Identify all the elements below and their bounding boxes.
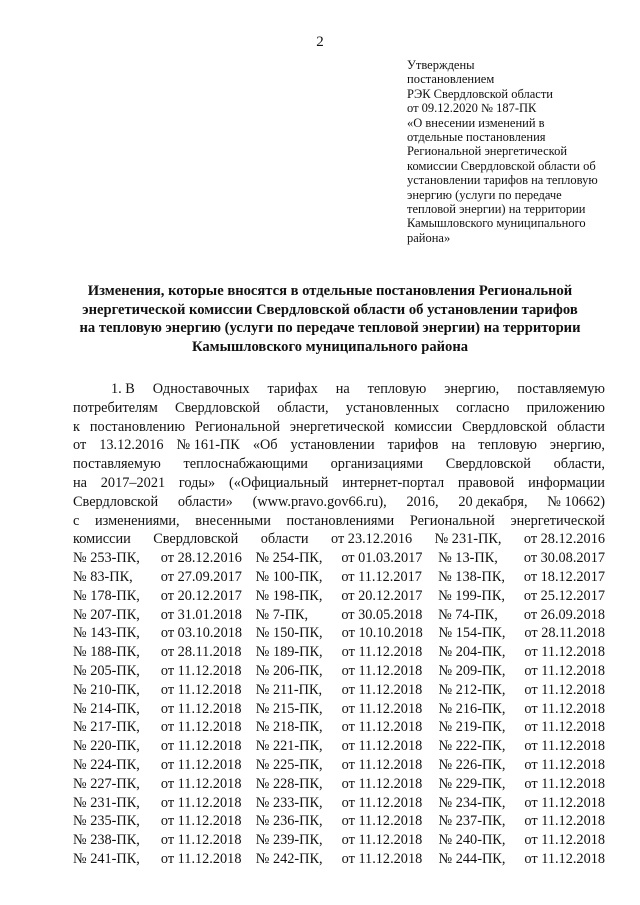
resolution-cell: от 20.12.2017 bbox=[160, 587, 242, 604]
page-number: 2 bbox=[316, 34, 324, 50]
resolution-cell: № 214-ПК, bbox=[73, 700, 140, 717]
word: потребителям bbox=[73, 399, 158, 416]
resolution-cell: от 28.12.2016 bbox=[160, 550, 242, 567]
resolution-cell: № 178-ПК, bbox=[73, 587, 140, 604]
word: области, bbox=[277, 399, 329, 416]
paragraph-line bbox=[73, 436, 605, 455]
approval-line: комиссии Свердловской области об bbox=[407, 158, 596, 173]
word: поставляемую bbox=[517, 381, 605, 397]
word: Региональной bbox=[194, 418, 280, 435]
resolution-row bbox=[73, 606, 605, 625]
resolution-cell: № 189-ПК, bbox=[255, 644, 323, 661]
resolution-cell: от 11.12.2018 bbox=[160, 719, 242, 736]
resolution-cell: № 150-ПК, bbox=[255, 625, 323, 642]
resolution-cell: № 233-ПК, bbox=[255, 794, 323, 811]
resolution-cell: № 188-ПК, bbox=[73, 644, 140, 661]
resolution-cell: от 20.12.2017 bbox=[341, 587, 423, 604]
title-line: Камышловского муниципального района bbox=[191, 338, 469, 355]
resolution-row bbox=[73, 700, 605, 719]
word: энергию, bbox=[549, 437, 605, 454]
word: на bbox=[73, 474, 87, 491]
resolution-cell: от 11.12.2018 bbox=[160, 794, 242, 811]
resolution-cell: от 11.12.2018 bbox=[160, 832, 242, 849]
resolution-cell: от 11.12.2018 bbox=[524, 719, 606, 736]
paragraph-line bbox=[73, 455, 605, 474]
word: правовой bbox=[457, 474, 515, 491]
resolution-cell: от 30.08.2017 bbox=[523, 550, 605, 567]
resolution-cell: от 27.09.2017 bbox=[160, 568, 242, 585]
paragraph-first-line bbox=[73, 380, 605, 399]
resolution-row bbox=[73, 794, 605, 813]
resolution-cell: № 226-ПК, bbox=[438, 756, 506, 773]
resolution-cell: от 28.11.2018 bbox=[524, 625, 606, 642]
resolution-cell: № 219-ПК, bbox=[438, 719, 506, 736]
resolution-cell: № 205-ПК, bbox=[73, 662, 140, 679]
resolution-cell: № 217-ПК, bbox=[73, 719, 140, 736]
resolution-cell: от 28.11.2018 bbox=[160, 644, 242, 661]
resolution-row bbox=[73, 737, 605, 756]
resolution-cell: от 11.12.2018 bbox=[524, 794, 606, 811]
word: внесенными bbox=[195, 512, 271, 529]
word: теплоснабжающими bbox=[183, 456, 308, 473]
resolution-cell: № 225-ПК, bbox=[255, 756, 323, 773]
resolution-cell: № 207-ПК, bbox=[73, 606, 140, 623]
word: 1. В bbox=[111, 381, 135, 397]
resolution-cell: от 11.12.2018 bbox=[524, 662, 606, 679]
word: тепловую bbox=[478, 437, 537, 454]
word: годы» bbox=[178, 474, 216, 491]
word: комиссии bbox=[394, 418, 453, 435]
resolution-cell: от 11.12.2018 bbox=[524, 832, 606, 849]
resolution-cell: № 210-ПК, bbox=[73, 681, 140, 698]
resolution-cell: № 83-ПК, bbox=[73, 568, 133, 585]
resolution-cell: от 26.09.2018 bbox=[523, 606, 605, 623]
word: (www.pravo.gov66.ru), bbox=[252, 493, 387, 510]
word: на bbox=[335, 381, 350, 397]
word: № 10662) bbox=[547, 493, 605, 510]
resolution-cell: от 11.12.2018 bbox=[160, 681, 242, 698]
resolution-cell: № 221-ПК, bbox=[255, 738, 323, 755]
resolution-cell: от 11.12.2018 bbox=[160, 738, 242, 755]
word: организациями bbox=[330, 456, 424, 473]
resolution-cell: № 199-ПК, bbox=[438, 587, 505, 604]
word: от bbox=[73, 437, 87, 454]
resolution-cell: № 224-ПК, bbox=[73, 756, 140, 773]
word: 13.12.2016 bbox=[99, 437, 164, 454]
resolution-cell: от 11.12.2017 bbox=[341, 568, 422, 585]
resolution-cell: от 11.12.2018 bbox=[524, 850, 606, 867]
resolution-cell: № 143-ПК, bbox=[73, 625, 140, 642]
word: установленных bbox=[345, 399, 439, 416]
word: Свердловской bbox=[153, 531, 239, 548]
resolution-cell: от 11.12.2018 bbox=[524, 738, 606, 755]
resolution-cell: № 238-ПК, bbox=[73, 832, 140, 849]
resolution-cell: № 254-ПК, bbox=[255, 550, 323, 567]
resolution-cell: № 216-ПК, bbox=[438, 700, 506, 717]
resolution-cell: № 211-ПК, bbox=[255, 681, 323, 698]
word: постановлениями bbox=[286, 512, 395, 529]
resolution-cell: № 240-ПК, bbox=[438, 832, 506, 849]
approval-line: района» bbox=[407, 230, 451, 245]
resolution-cell: от 11.12.2018 bbox=[160, 756, 242, 773]
word: энергетической bbox=[289, 418, 385, 435]
approval-line: «О внесении изменений в bbox=[407, 115, 545, 130]
resolution-cell: № 198-ПК, bbox=[255, 587, 323, 604]
word: энергию, bbox=[444, 381, 500, 397]
paragraph-line bbox=[73, 474, 605, 493]
resolution-cell: № 215-ПК, bbox=[255, 700, 323, 717]
resolution-cell: № 222-ПК, bbox=[438, 738, 506, 755]
word: установлении bbox=[290, 437, 375, 454]
resolution-cell: № 241-ПК, bbox=[73, 850, 140, 867]
resolution-cell: от 11.12.2018 bbox=[160, 775, 242, 792]
resolution-cell: № 74-ПК, bbox=[438, 606, 498, 623]
word: Свердловской bbox=[462, 418, 548, 435]
resolution-cell: № 236-ПК, bbox=[255, 813, 323, 830]
word: Одноставочных bbox=[152, 381, 250, 397]
word: области bbox=[260, 531, 309, 548]
word: 20 декабря, bbox=[458, 493, 528, 510]
resolution-row bbox=[73, 831, 605, 850]
resolution-cell: № 209-ПК, bbox=[438, 662, 506, 679]
resolution-cell: от 11.12.2018 bbox=[341, 850, 423, 867]
word: энергетической bbox=[510, 512, 605, 529]
word: «Об bbox=[252, 437, 278, 454]
word: области» bbox=[177, 493, 233, 510]
word: («Официальный bbox=[228, 474, 329, 491]
word: приложению bbox=[526, 399, 605, 416]
resolution-cell: № 100-ПК, bbox=[255, 568, 323, 585]
resolution-row bbox=[73, 756, 605, 775]
word: Свердловской bbox=[445, 456, 531, 473]
approval-line: постановлением bbox=[407, 72, 495, 87]
resolution-cell: № 204-ПК, bbox=[438, 644, 506, 661]
approval-line: установлении тарифов на тепловую bbox=[407, 173, 598, 188]
word: постановлению bbox=[89, 418, 186, 435]
resolution-row bbox=[73, 624, 605, 643]
resolution-cell: от 11.12.2018 bbox=[524, 813, 606, 830]
resolution-cell: от 11.12.2018 bbox=[341, 662, 423, 679]
resolution-cell: от 11.12.2018 bbox=[341, 719, 423, 736]
resolution-cell: от 11.12.2018 bbox=[341, 738, 423, 755]
resolution-cell: от 11.12.2018 bbox=[341, 775, 423, 792]
body-paragraph bbox=[73, 380, 605, 869]
resolution-cell: от 11.12.2018 bbox=[524, 700, 606, 717]
resolution-cell: от 18.12.2017 bbox=[523, 568, 605, 585]
resolution-row bbox=[73, 587, 605, 606]
resolution-row bbox=[73, 718, 605, 737]
resolution-cell: № 244-ПК, bbox=[438, 850, 506, 867]
resolution-cell: от 11.12.2018 bbox=[341, 794, 423, 811]
paragraph-line bbox=[73, 418, 605, 437]
paragraph-line bbox=[73, 399, 605, 418]
title-line: на тепловую энергию (услуги по передаче тепловой энергии) на территории bbox=[79, 320, 581, 336]
word: интернет-портал bbox=[342, 474, 445, 491]
word: комиссии bbox=[73, 531, 131, 548]
resolution-cell: № 253-ПК, bbox=[73, 550, 140, 567]
resolution-cell: № 206-ПК, bbox=[255, 662, 323, 679]
resolution-cell: от 11.12.2018 bbox=[341, 813, 423, 830]
resolution-cell: от 11.12.2018 bbox=[524, 775, 606, 792]
title-line: энергетической комиссии Свердловской области об установлении тарифов bbox=[82, 301, 578, 318]
approval-line: Утверждены bbox=[407, 58, 475, 72]
word: № 231-ПК, bbox=[434, 531, 502, 548]
resolution-row bbox=[73, 681, 605, 700]
resolution-cell: от 11.12.2018 bbox=[341, 832, 423, 849]
resolution-cell: № 228-ПК, bbox=[255, 775, 323, 792]
resolution-row bbox=[73, 643, 605, 662]
resolution-cell: от 03.10.2018 bbox=[160, 625, 243, 642]
approval-line: тепловой энергии) на территории bbox=[407, 202, 586, 217]
resolution-row bbox=[73, 812, 605, 831]
approval-line: РЭК Свердловской области bbox=[407, 86, 553, 101]
resolution-cell: № 237-ПК, bbox=[438, 813, 506, 830]
paragraph-line bbox=[73, 493, 605, 512]
approval-line: Камышловского муниципального bbox=[407, 216, 586, 231]
resolution-cell: от 11.12.2018 bbox=[341, 700, 423, 717]
paragraph-line bbox=[73, 530, 605, 549]
resolution-cell: от 11.12.2018 bbox=[160, 700, 242, 717]
resolution-cell: № 239-ПК, bbox=[255, 832, 323, 849]
word: области, bbox=[553, 456, 605, 473]
word: Свердловской bbox=[174, 399, 261, 416]
first-line-words bbox=[111, 380, 605, 399]
word: от 23.12.2016 bbox=[331, 531, 413, 548]
resolution-cell: от 30.05.2018 bbox=[341, 606, 423, 623]
resolution-cell: от 11.12.2018 bbox=[524, 756, 606, 773]
resolution-cell: № 242-ПК, bbox=[255, 850, 323, 867]
resolution-row bbox=[73, 850, 605, 869]
resolution-cell: № 212-ПК, bbox=[438, 681, 506, 698]
resolution-cell: от 31.01.2018 bbox=[160, 606, 242, 623]
resolution-cell: № 218-ПК, bbox=[255, 719, 323, 736]
approval-line: отдельные постановления bbox=[407, 130, 546, 145]
approval-line: Региональной энергетической bbox=[407, 144, 568, 159]
resolution-cell: № 235-ПК, bbox=[73, 813, 140, 830]
resolution-cell: от 11.12.2018 bbox=[341, 681, 423, 698]
resolution-cell: № 231-ПК, bbox=[73, 794, 140, 811]
approval-line: от 09.12.2020 № 187-ПК bbox=[407, 101, 537, 116]
resolution-cell: от 11.12.2018 bbox=[341, 644, 423, 661]
resolution-cell: от 11.12.2018 bbox=[160, 850, 242, 867]
resolution-cell: № 13-ПК, bbox=[438, 550, 498, 567]
resolution-cell: от 11.12.2018 bbox=[160, 813, 242, 830]
resolution-cell: № 227-ПК, bbox=[73, 775, 140, 792]
resolution-cell: от 11.12.2018 bbox=[160, 662, 242, 679]
word: поставляемую bbox=[73, 456, 161, 473]
word: № 161-ПК bbox=[176, 437, 240, 454]
resolution-cell: № 138-ПК, bbox=[438, 568, 505, 585]
approval-block bbox=[407, 58, 617, 245]
resolution-row bbox=[73, 568, 605, 587]
resolution-cell: от 11.12.2018 bbox=[524, 644, 606, 661]
title-line: Изменения, которые вносятся в отдельные постановления Региональной bbox=[87, 283, 573, 299]
word: согласно bbox=[456, 399, 510, 416]
resolution-cell: № 229-ПК, bbox=[438, 775, 506, 792]
word: изменениями, bbox=[95, 512, 180, 529]
resolution-cell: от 11.12.2018 bbox=[524, 681, 606, 698]
document-title bbox=[60, 282, 600, 356]
word: тепловую bbox=[367, 381, 427, 397]
resolution-row bbox=[73, 775, 605, 794]
resolution-cell: от 25.12.2017 bbox=[523, 587, 605, 604]
word: Региональной bbox=[409, 512, 495, 529]
word: тарифах bbox=[267, 381, 318, 397]
resolution-cell: № 220-ПК, bbox=[73, 738, 140, 755]
word: от 28.12.2016 bbox=[523, 531, 605, 548]
word: 2017–2021 bbox=[100, 474, 166, 491]
word: области bbox=[557, 418, 605, 435]
resolution-cell: от 10.10.2018 bbox=[341, 625, 423, 642]
resolution-cell: от 11.12.2018 bbox=[341, 756, 423, 773]
word: к bbox=[73, 418, 80, 435]
word: тарифов bbox=[387, 437, 439, 454]
approval-line: энергию (услуги по передаче bbox=[407, 187, 562, 202]
resolution-cell: № 234-ПК, bbox=[438, 794, 506, 811]
word: Свердловской bbox=[73, 493, 159, 510]
word: на bbox=[451, 437, 466, 454]
resolution-cell: от 01.03.2017 bbox=[341, 550, 423, 567]
resolution-cell: № 154-ПК, bbox=[438, 625, 506, 642]
resolution-cell: № 7-ПК, bbox=[255, 606, 309, 623]
resolution-row bbox=[73, 549, 605, 568]
word: с bbox=[73, 512, 80, 529]
resolution-row bbox=[73, 662, 605, 681]
word: 2016, bbox=[406, 493, 439, 510]
indent bbox=[73, 380, 111, 399]
paragraph-line bbox=[73, 512, 605, 531]
word: информации bbox=[528, 474, 605, 491]
